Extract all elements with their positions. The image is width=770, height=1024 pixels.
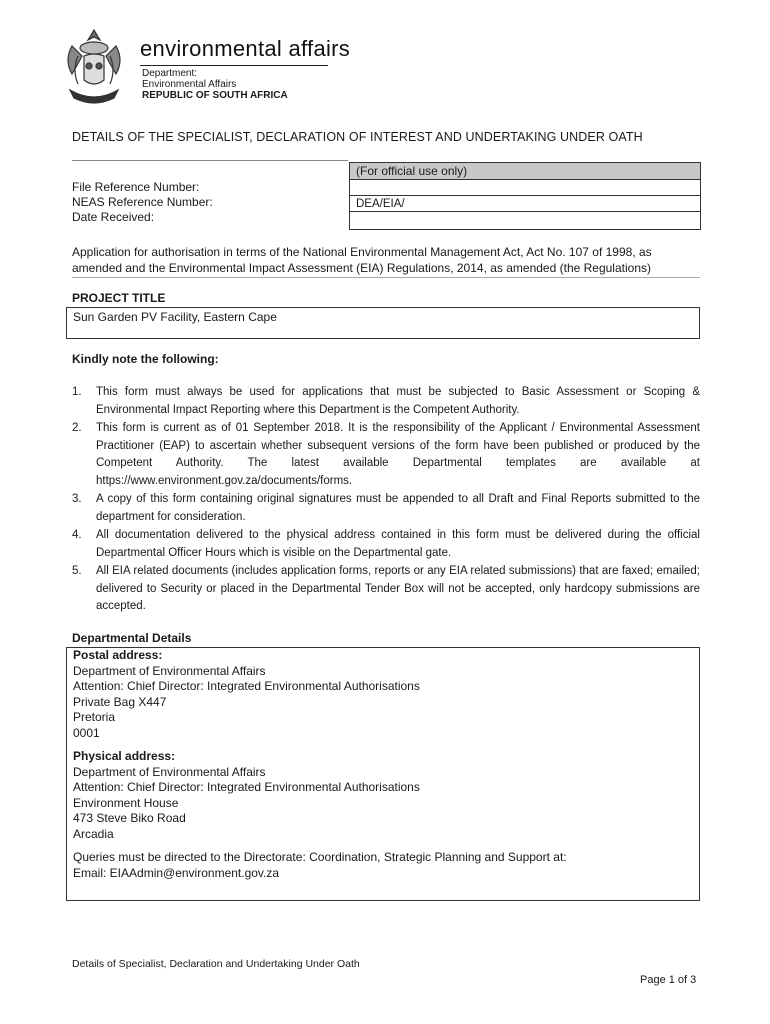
file-reference-label: File Reference Number:	[72, 180, 200, 194]
postal-line: Private Bag X447	[73, 694, 167, 709]
project-title-heading: PROJECT TITLE	[72, 291, 166, 305]
neas-reference-label: NEAS Reference Number:	[72, 195, 213, 209]
departmental-details-heading: Departmental Details	[72, 631, 192, 645]
list-item	[72, 420, 700, 490]
postal-line: Department of Environmental Affairs	[73, 663, 266, 678]
email-text[interactable]: Email: EIAAdmin@environment.gov.za	[73, 865, 280, 880]
divider	[72, 160, 348, 161]
official-use-box	[349, 162, 701, 230]
physical-line: Arcadia	[73, 826, 114, 841]
list-number: 4.	[72, 529, 82, 541]
page-number: Page 1 of 3	[640, 974, 697, 986]
brand-divider	[140, 65, 328, 66]
divider	[72, 277, 700, 278]
postal-line: Pretoria	[73, 710, 116, 724]
list-item	[72, 527, 700, 562]
list-number: 2.	[72, 422, 82, 434]
list-text: A copy of this form containing original signatures must be appended to all Draft and Final Reports submitted to the department for consideration.	[96, 493, 700, 523]
postal-line: 0001	[73, 725, 100, 740]
list-text: This form is current as of 01 September 2018. It is the responsibility of the Applicant / Environmental Assessment Practitioner (EAP) to ascertain whether subsequent versions of the form have been published or produced by the Competent Authority. The latest available Departmental templates are available at https://www.environment.gov.za/documents/forms.	[96, 422, 700, 487]
brand-title: environmental affairs	[140, 36, 351, 61]
physical-line: Attention: Chief Director: Integrated Environmental Authorisations	[73, 780, 420, 794]
list-text: All documentation delivered to the physical address contained in this form must be delivered during the official Departmental Officer Hours which is visible on the Departmental gate.	[96, 529, 700, 559]
physical-line: Department of Environmental Affairs	[73, 764, 266, 779]
list-item	[72, 384, 700, 419]
notes-heading: Kindly note the following:	[72, 352, 219, 366]
file-reference-field[interactable]	[350, 179, 700, 196]
list-text: This form must always be used for applications that must be subjected to Basic Assessment or Scoping & Environmental Impact Reporting where this Department is the Competent Authority.	[96, 386, 700, 416]
list-item	[72, 491, 700, 526]
coat-of-arms-logo	[58, 26, 130, 110]
postal-line: Attention: Chief Director: Integrated Environmental Authorisations	[73, 679, 420, 693]
departmental-details-box	[66, 647, 700, 901]
footer-title: Details of Specialist, Declaration and Undertaking Under Oath	[72, 958, 360, 970]
physical-line: Environment House	[73, 795, 179, 810]
application-text: Application for authorisation in terms of the National Environmental Management Act, Act No. 107 of 1998, as amended and the Environmental Impact Assessment (EIA) Regulations, 2014, as amended (the Regulations)	[72, 245, 652, 275]
list-number: 5.	[72, 565, 82, 577]
neas-reference-field[interactable]: DEA/EIA/	[350, 195, 700, 212]
postal-address-heading: Postal address:	[73, 648, 163, 662]
notes-list	[72, 384, 700, 617]
queries-text: Queries must be directed to the Directorate: Coordination, Strategic Planning and Support at:	[73, 850, 567, 864]
list-number: 3.	[72, 493, 82, 505]
date-received-field[interactable]	[350, 211, 700, 229]
list-item	[72, 563, 700, 616]
physical-line: 473 Steve Biko Road	[73, 811, 186, 825]
list-text: All EIA related documents (includes application forms, reports or any EIA related submissions) that are faxed; emailed; delivered to Security or placed in the Departmental Tender Box will not be accepted, only hardcopy submissions are accepted.	[96, 565, 700, 612]
list-number: 1.	[72, 386, 82, 398]
dept-line-1: Department:	[142, 68, 198, 79]
official-use-heading: (For official use only)	[350, 163, 700, 179]
document-title: DETAILS OF THE SPECIALIST, DECLARATION OF INTEREST AND UNDERTAKING UNDER OATH	[72, 130, 643, 144]
dept-line-3: REPUBLIC OF SOUTH AFRICA	[142, 90, 288, 101]
physical-address-heading: Physical address:	[73, 749, 176, 763]
project-title-box	[66, 307, 700, 339]
project-title-value: Sun Garden PV Facility, Eastern Cape	[73, 310, 277, 324]
dept-line-2: Environmental Affairs	[142, 79, 237, 90]
date-received-label: Date Received:	[72, 210, 155, 224]
